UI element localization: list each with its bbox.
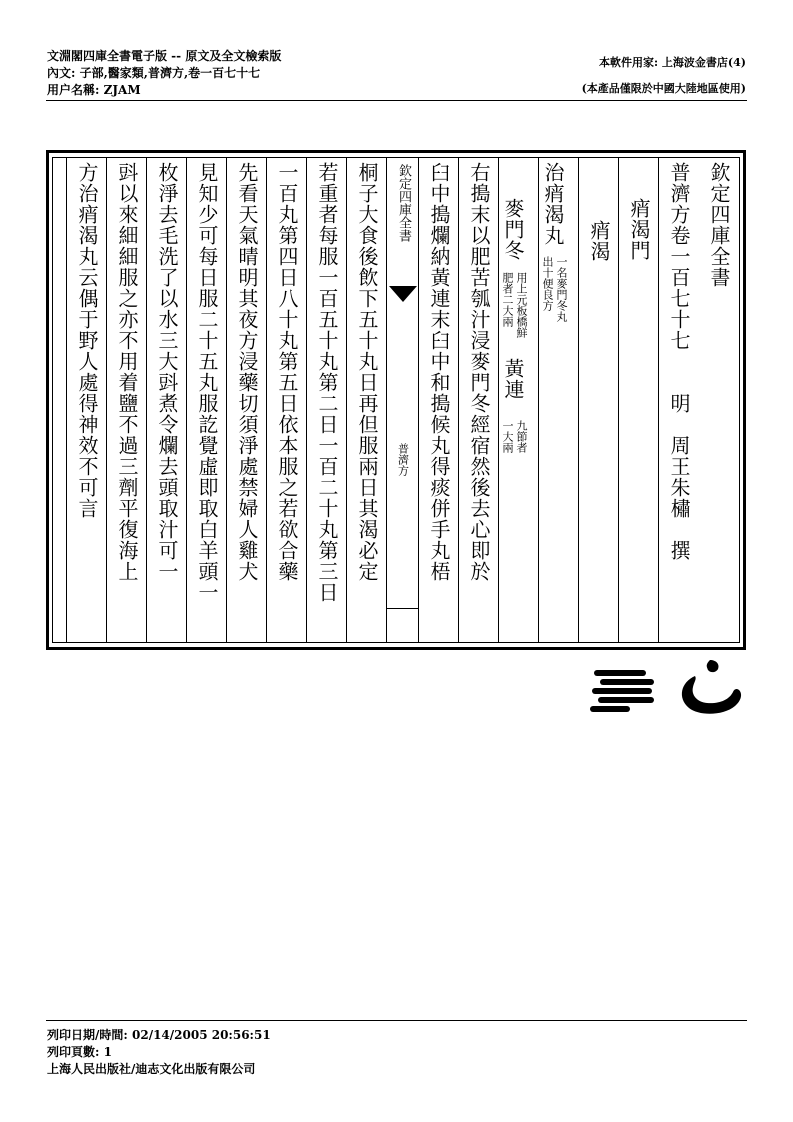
column-14 — [146, 158, 187, 642]
column-1-text: 欽定四庫全書 — [707, 162, 731, 288]
fold-title: 欽定四庫全書 — [396, 164, 411, 242]
text-frame-inner — [52, 157, 740, 643]
column-6-note-2 — [501, 420, 527, 453]
column-6-text-1: 麥門冬 — [501, 198, 525, 261]
column-4-text: 痟渴 — [587, 220, 611, 262]
column-5-note-left: 出十便良方 — [541, 256, 554, 311]
column-13 — [186, 158, 227, 642]
column-16-text: 方治痟渴丸云偶于野人處得神效不可言 — [75, 162, 99, 519]
column-10 — [306, 158, 347, 642]
column-2 — [658, 158, 699, 642]
column-3-text: 痟渴門 — [627, 198, 651, 261]
header-divider — [46, 100, 747, 101]
column-6-note-1-left: 肥者二大兩 — [501, 272, 514, 327]
footer — [47, 1027, 271, 1078]
column-8 — [418, 158, 459, 642]
fold-rule — [387, 608, 419, 609]
column-8-text: 臼中搗爛納黃連末臼中和搗候丸得痰併手丸梧 — [427, 162, 451, 582]
header-region-notice: (本產品僅限於中國大陸地區使用) — [581, 82, 746, 95]
column-12 — [226, 158, 267, 642]
column-1 — [699, 158, 739, 642]
column-6-text-2: 黃連 — [501, 358, 525, 400]
fold-center-column — [386, 158, 419, 642]
column-6-note-1 — [501, 272, 527, 338]
column-5-note — [541, 256, 567, 322]
column-6-note-2-left: 一大兩 — [501, 420, 514, 453]
column-6-note-2-right: 九節者 — [515, 420, 528, 453]
column-9 — [346, 158, 387, 642]
column-16 — [66, 158, 107, 642]
column-6 — [498, 158, 539, 642]
footer-publisher: 上海人民出版社/迪志文化出版有限公司 — [47, 1062, 256, 1076]
column-15-text: 㪷以來細細服之亦不用着鹽不過三劑平復海上 — [115, 162, 139, 582]
header-right — [582, 50, 746, 102]
publisher-logo-icon — [590, 656, 750, 716]
header-title: 文淵閣四庫全書電子版 -- 原文及全文檢索版 — [47, 49, 282, 63]
footer-page-count: 列印頁數: 1 — [47, 1045, 112, 1059]
fish-tail-marker — [389, 286, 417, 302]
column-10-text: 若重者每服一百五十丸第二日一百二十丸第三日 — [315, 162, 339, 603]
fold-subtitle: 普濟方 — [396, 443, 410, 476]
column-11-text: 一百丸第四日八十丸第五日依本服之若欲合藥 — [275, 162, 299, 582]
column-7-text: 右搗末以肥苦瓠汁浸麥門冬經宿然後去心即於 — [467, 162, 491, 582]
column-4 — [578, 158, 619, 642]
header-licensee: 本軟件用家: 上海波金書店(4) — [599, 56, 746, 69]
column-13-text: 見知少可每日服二十五丸服訖覺虛即取白羊頭一 — [195, 162, 219, 603]
column-12-text: 先看天氣晴明其夜方浸藥切須淨處禁婦人雞犬 — [235, 162, 259, 582]
column-7 — [458, 158, 499, 642]
column-3 — [618, 158, 659, 642]
column-5-note-right: 一名麥門冬丸 — [555, 256, 568, 322]
column-11 — [266, 158, 307, 642]
footer-divider — [46, 1020, 747, 1021]
header-content-path: 內文: 子部,醫家類,普濟方,卷一百七十七 — [47, 66, 261, 80]
column-15 — [106, 158, 147, 642]
header-left — [47, 48, 281, 99]
column-6-note-1-right: 用上元板橋鮮 — [515, 272, 528, 338]
column-5 — [538, 158, 579, 642]
column-14-text: 枚淨去毛洗了以水三大㪷煮令爛去頭取汁可一 — [155, 162, 179, 582]
column-2-text: 普濟方卷一百七十七 明 周王朱橚 撰 — [667, 162, 691, 561]
footer-print-time: 列印日期/時間: 02/14/2005 20:56:51 — [47, 1028, 271, 1042]
text-frame — [46, 150, 746, 650]
header-username: 用户名稱: ZJAM — [47, 83, 141, 97]
column-9-text: 桐子大食後飲下五十丸日再但服兩日其渴必定 — [355, 162, 379, 582]
column-5-text: 治痟渴丸 — [541, 162, 565, 246]
